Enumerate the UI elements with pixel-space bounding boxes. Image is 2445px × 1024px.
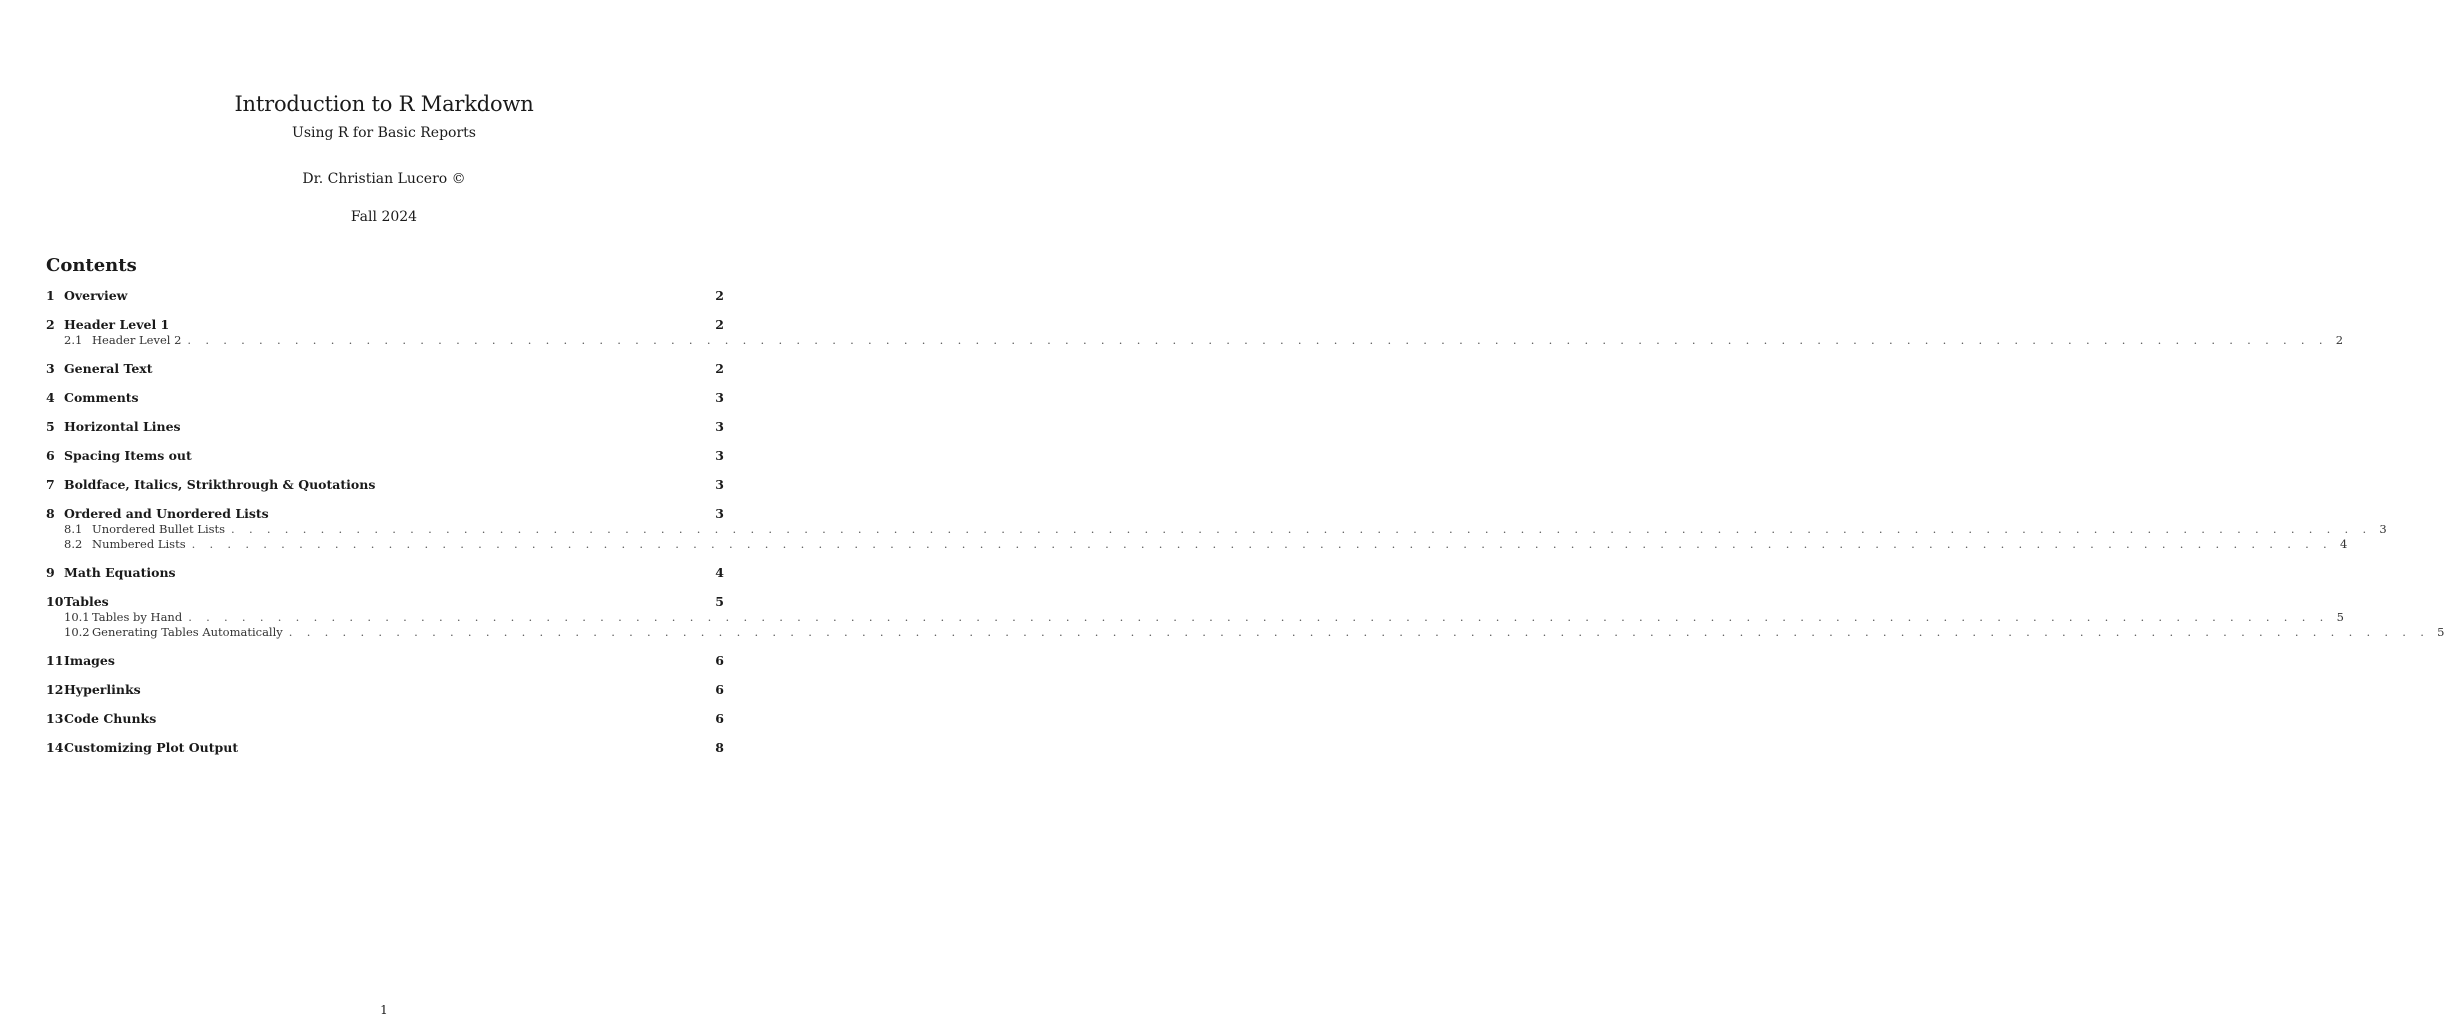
toc-entry-label[interactable]: Ordered and Unordered Lists (64, 506, 269, 521)
toc-heading: Contents (46, 255, 137, 276)
toc-dot-leader: . . . . . . . . . . . . . . . . . . . . . . . . . . . . . . . . . . . . . . . . . . . . . . . . . . . . . . . . . . . . . . . . . . . . . . . . . . . . . . . . . . . . . . . . . . . . . . . . . . . . . . . . . . . . . . . . . . . . . . . . (231, 522, 2372, 536)
toc-entry-page: 3 (715, 506, 724, 521)
toc-entry-number: 13 (46, 711, 64, 726)
toc-subentry[interactable] (46, 537, 2348, 552)
toc-subentry-number: 10.1 (64, 610, 90, 624)
toc-entry-label[interactable]: Hyperlinks (64, 682, 141, 697)
toc-entry-label[interactable]: Boldface, Italics, Strikthrough & Quotations (64, 477, 376, 492)
toc-entry-page: 6 (715, 682, 724, 697)
toc-entry-number: 5 (46, 419, 55, 434)
toc-entry-page: 8 (715, 740, 724, 755)
toc-entry-page: 3 (715, 390, 724, 405)
toc-entry-number: 3 (46, 361, 55, 376)
toc-entry[interactable] (46, 710, 724, 727)
toc-subentry-page: 4 (2339, 537, 2348, 551)
toc-subentry-label[interactable]: Numbered Lists (92, 537, 186, 551)
toc-entry-page: 3 (715, 419, 724, 434)
document-subtitle: Using R for Basic Reports (292, 125, 476, 141)
toc-dot-leader: . . . . . . . . . . . . . . . . . . . . . . . . . . . . . . . . . . . . . . . . . . . . . . . . . . . . . . . . . . . . . . . . . . . . . . . . . . . . . . . . . . . . . . . . . . . . . . . . . . . . . . . . . . . . . . . . . . . . . . . . (288, 625, 2430, 639)
toc-entry[interactable] (46, 593, 724, 610)
toc-entry-number: 4 (46, 390, 55, 405)
toc-entry-label[interactable]: Overview (64, 288, 128, 303)
toc-entry-number: 8 (46, 506, 55, 521)
toc-entry-label[interactable]: Comments (64, 390, 139, 405)
toc-subentry-label[interactable]: Tables by Hand (92, 610, 183, 624)
toc-dot-leader: . . . . . . . . . . . . . . . . . . . . . . . . . . . . . . . . . . . . . . . . . . . . . . . . . . . . . . . . . . . . . . . . . . . . . . . . . . . . . . . . . . . . . . . . . . . . . . . . . . . . . . . . . . . . . . . . . . . . . . . . (187, 333, 2328, 347)
toc-subentry[interactable] (46, 522, 2387, 537)
toc-subentry-page: 5 (2437, 625, 2445, 639)
toc-entry-page: 6 (715, 711, 724, 726)
toc-entry-page: 2 (715, 361, 724, 376)
toc-entry-number: 14 (46, 740, 64, 755)
toc-subentry-page: 3 (2379, 522, 2387, 536)
document-author: Dr. Christian Lucero © (302, 171, 466, 187)
toc-entry[interactable] (46, 389, 724, 406)
toc-subentry-label[interactable]: Unordered Bullet Lists (92, 522, 226, 536)
toc-entry-number: 9 (46, 565, 55, 580)
toc-entry-page: 6 (715, 653, 724, 668)
toc-entry-label[interactable]: Customizing Plot Output (64, 740, 239, 755)
toc-dot-leader: . . . . . . . . . . . . . . . . . . . . . . . . . . . . . . . . . . . . . . . . . . . . . . . . . . . . . . . . . . . . . . . . . . . . . . . . . . . . . . . . . . . . . . . . . . . . . . . . . . . . . . . . . . . . . . . . . . . . . . . . (188, 610, 2329, 624)
toc-entry[interactable] (46, 564, 724, 581)
document-date: Fall 2024 (350, 209, 418, 225)
toc-subentry-number: 2.1 (64, 333, 83, 347)
document-title: Introduction to R Markdown (234, 92, 534, 116)
toc-entry-number: 12 (46, 682, 64, 697)
toc-entry[interactable] (46, 681, 724, 698)
toc-entry[interactable] (46, 287, 724, 304)
toc-entry-number: 1 (46, 288, 55, 303)
toc-entry-label[interactable]: Horizontal Lines (64, 419, 181, 434)
toc-subentry-number: 8.1 (64, 522, 83, 536)
page-number: 1 (380, 1003, 388, 1017)
toc-subentry-page: 5 (2336, 610, 2344, 624)
toc-entry-page: 2 (715, 317, 724, 332)
toc-entry-page: 2 (715, 288, 724, 303)
toc-subentry-page: 2 (2335, 333, 2344, 347)
toc-subentry-label[interactable]: Header Level 2 (92, 333, 182, 347)
toc-subentry-number: 10.2 (64, 625, 90, 639)
toc-entry[interactable] (46, 476, 724, 493)
toc-entry-page: 3 (715, 448, 724, 463)
toc-entry-label[interactable]: Code Chunks (64, 711, 157, 726)
toc-entry[interactable] (46, 360, 724, 377)
toc-entry-label[interactable]: Spacing Items out (64, 448, 192, 463)
toc-entry-page: 5 (715, 594, 724, 609)
toc-subentry-label[interactable]: Generating Tables Automatically (92, 625, 283, 639)
toc-entry[interactable] (46, 739, 724, 756)
toc-entry-page: 3 (715, 477, 724, 492)
toc-entry-number: 6 (46, 448, 55, 463)
toc-entry-label[interactable]: Header Level 1 (64, 317, 170, 332)
toc-entry-label[interactable]: Tables (64, 594, 109, 609)
toc-entry-label[interactable]: Math Equations (64, 565, 176, 580)
toc-entry-number: 2 (46, 317, 55, 332)
toc-entry[interactable] (46, 418, 724, 435)
toc-entry-number: 10 (46, 594, 64, 609)
toc-entry-label[interactable]: Images (64, 653, 115, 668)
toc-subentry[interactable] (46, 625, 2445, 640)
toc-entry-page: 4 (715, 565, 724, 580)
toc-entry[interactable] (46, 316, 724, 333)
toc-subentry-number: 8.2 (64, 537, 83, 551)
toc-entry-number: 7 (46, 477, 55, 492)
toc-entry[interactable] (46, 505, 724, 522)
toc-entry-label[interactable]: General Text (64, 361, 153, 376)
toc-subentry[interactable] (46, 333, 2344, 348)
toc-dot-leader: . . . . . . . . . . . . . . . . . . . . . . . . . . . . . . . . . . . . . . . . . . . . . . . . . . . . . . . . . . . . . . . . . . . . . . . . . . . . . . . . . . . . . . . . . . . . . . . . . . . . . . . . . . . . . . . . . . . . . . . . (191, 537, 2332, 551)
table-of-contents (46, 287, 2445, 756)
toc-entry[interactable] (46, 447, 724, 464)
toc-subentry[interactable] (46, 610, 2344, 625)
toc-entry-number: 11 (46, 653, 64, 668)
toc-entry[interactable] (46, 652, 724, 669)
